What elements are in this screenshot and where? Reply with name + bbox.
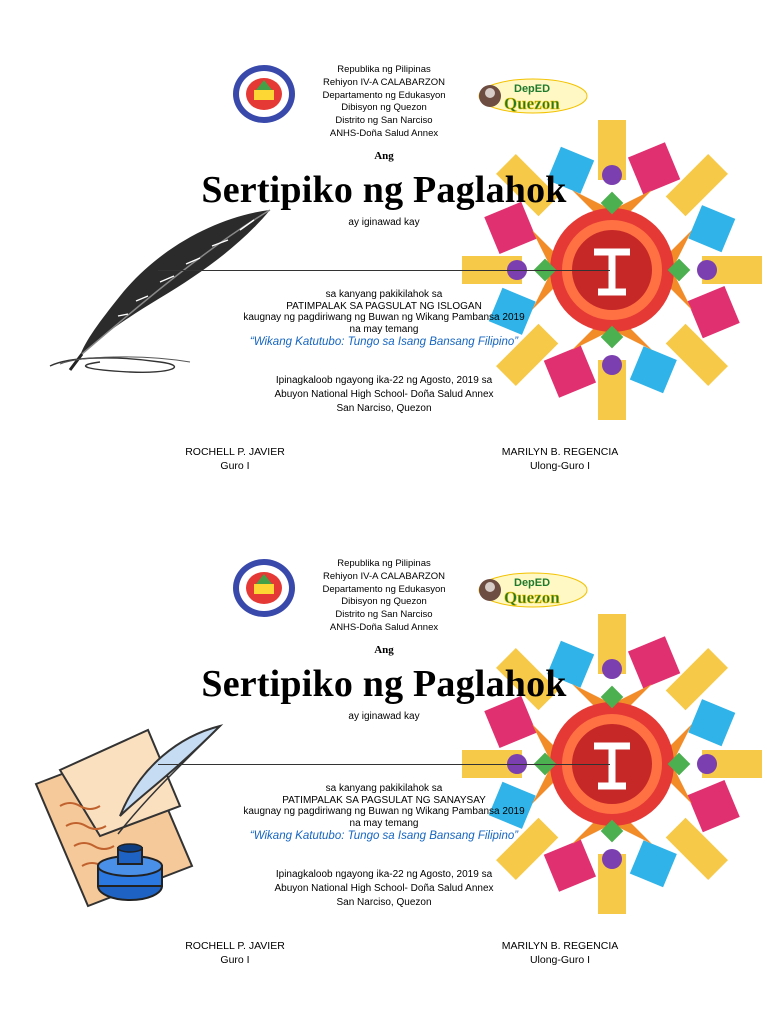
theme-intro: na may temang	[349, 817, 419, 829]
awarded-to-text: ay iginawad kay	[348, 711, 420, 722]
theme-text: “Wikang Katutubo: Tungo sa Isang Bansang Filipino”	[249, 336, 519, 348]
recipient-name-line	[158, 270, 610, 271]
signatory-role: Ulong-Guro I	[529, 954, 591, 966]
signatory-role: Guro I	[220, 460, 250, 472]
place-text: San Narciso, Quezon	[336, 897, 432, 908]
school-name: Abuyon National High School- Doña Salud Annex	[274, 883, 494, 894]
place-text: San Narciso, Quezon	[336, 403, 432, 414]
signatory-right	[470, 445, 650, 473]
svg-text:DepED: DepED	[514, 83, 551, 95]
signatory-left	[150, 939, 320, 967]
header-line: Distrito ng San Narciso	[335, 609, 433, 621]
signatory-name: MARILYN B. REGENCIA	[501, 940, 619, 952]
signatory-right	[470, 939, 650, 967]
agency-header	[0, 558, 768, 635]
certificate-body	[0, 783, 768, 843]
certificate-preface: Ang	[374, 644, 394, 656]
svg-text:DepED: DepED	[514, 577, 551, 589]
header-line: Republika ng Pilipinas	[337, 558, 431, 569]
occasion-text: kaugnay ng pagdiriwang ng Buwan ng Wikang Pambansa 2019	[243, 312, 525, 323]
header-line: Dibisyon ng Quezon	[341, 596, 427, 608]
signatory-name: ROCHELL P. JAVIER	[185, 446, 285, 458]
given-date-text: Ipinagkaloob ngayong ika-22 ng Agosto, 2019 sa	[275, 869, 493, 880]
header-line: Rehiyon IV-A CALABARZON	[323, 76, 445, 88]
contest-name: PATIMPALAK SA PAGSULAT NG SANAYSAY	[282, 794, 486, 806]
header-line: Departamento ng Edukasyon	[322, 89, 446, 101]
occasion-text: kaugnay ng pagdiriwang ng Buwan ng Wikang Pambansa 2019	[243, 806, 525, 817]
theme-intro: na may temang	[349, 323, 419, 335]
awarded-to-text: ay iginawad kay	[348, 217, 420, 228]
certificate-body	[0, 289, 768, 349]
certificate-preface: Ang	[374, 150, 394, 162]
header-line: Rehiyon IV-A CALABARZON	[323, 570, 445, 582]
recipient-name-line	[158, 764, 610, 765]
certificate-title: Sertipiko ng Paglahok	[201, 663, 567, 705]
certificate-date-place	[0, 374, 768, 416]
header-line: ANHS-Doña Salud Annex	[329, 127, 439, 139]
school-name: Abuyon National High School- Doña Salud Annex	[274, 389, 494, 400]
signatory-name: MARILYN B. REGENCIA	[501, 446, 619, 458]
contest-name: PATIMPALAK SA PAGSULAT NG ISLOGAN	[286, 300, 482, 312]
participation-text: sa kanyang pakikilahok sa	[325, 783, 443, 794]
certificate-date-place	[0, 868, 768, 910]
header-line: ANHS-Doña Salud Annex	[329, 621, 439, 633]
signatory-name: ROCHELL P. JAVIER	[185, 940, 285, 952]
given-date-text: Ipinagkaloob ngayong ika-22 ng Agosto, 2019 sa	[275, 375, 493, 386]
header-line: Dibisyon ng Quezon	[341, 102, 427, 114]
header-line: Republika ng Pilipinas	[337, 64, 431, 75]
certificate-title: Sertipiko ng Paglahok	[201, 169, 567, 211]
theme-text: “Wikang Katutubo: Tungo sa Isang Bansang Filipino”	[249, 830, 519, 842]
signatory-role: Ulong-Guro I	[529, 460, 591, 472]
agency-header	[0, 64, 768, 141]
participation-text: sa kanyang pakikilahok sa	[325, 289, 443, 300]
header-line: Departamento ng Edukasyon	[322, 583, 446, 595]
signatory-role: Guro I	[220, 954, 250, 966]
svg-text:Quezon: Quezon	[504, 94, 560, 113]
certificate-essay	[0, 494, 768, 994]
signatory-left	[150, 445, 320, 473]
header-line: Distrito ng San Narciso	[335, 115, 433, 127]
certificate-slogan	[0, 0, 768, 500]
svg-text:Quezon: Quezon	[504, 588, 560, 607]
